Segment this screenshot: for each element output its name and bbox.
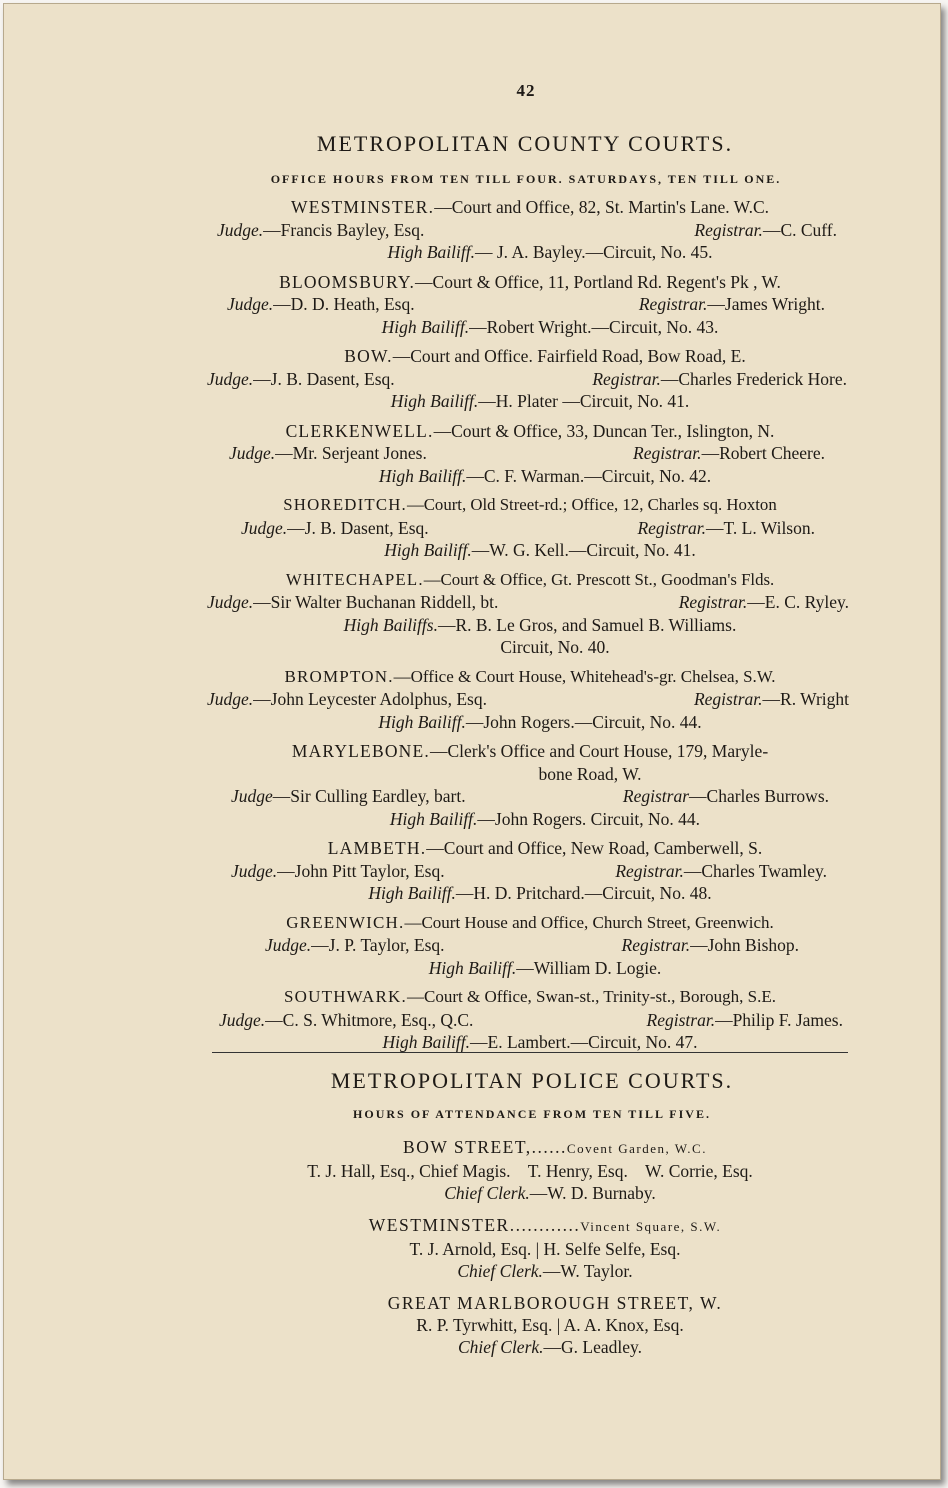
court-address: —Court & Office, 33, Duncan Ter., Islington, N. (433, 420, 775, 441)
court-address: —Court and Office, 82, St. Martin's Lane. W.C. (434, 197, 770, 217)
court-name: SHOREDITCH. (283, 495, 407, 514)
court-name: WESTMINSTER. (290, 197, 435, 217)
court-officers (205, 860, 855, 883)
judge-label: Judge. (217, 219, 264, 240)
court-entry (205, 837, 855, 905)
court-entry (205, 345, 855, 413)
bailiff-label: High Bailiff. (381, 316, 470, 337)
bailiff-name: —H. Plater —Circuit, No. 41. (478, 391, 690, 411)
judge-name: —J. P. Taylor, Esq. (311, 935, 445, 955)
police-court-entry (205, 1292, 855, 1358)
court-name: SOUTHWARK. (284, 987, 407, 1006)
court-bailiff (205, 808, 855, 831)
court-bailiff (205, 614, 855, 637)
court-address: —Court and Office. Fairfield Road, Bow Road, E. (392, 346, 746, 366)
judge (207, 368, 395, 391)
court-heading (205, 345, 855, 368)
police-courts-list (205, 1136, 855, 1368)
court-entry (205, 912, 855, 980)
bailiff-label: High Bailiff. (389, 808, 478, 829)
registrar-label: Registrar. (693, 689, 763, 709)
judge-name: —John Leycester Adolphus, Esq. (253, 689, 487, 709)
judge (217, 219, 424, 242)
registrar-name: —Charles Twamley. (683, 860, 827, 881)
bailiff-name: —E. Lambert.—Circuit, No. 47. (470, 1032, 698, 1052)
court-officers (205, 368, 855, 391)
bailiff-name: —W. G. Kell.—Circuit, No. 41. (471, 540, 696, 560)
court-entry (205, 569, 855, 659)
clerk-label: Chief Clerk. (444, 1183, 530, 1203)
judge-label: Judge. (227, 294, 274, 314)
judge-name: —J. B. Dasent, Esq. (287, 517, 429, 538)
court-name: GREENWICH. (286, 912, 405, 932)
judge-label: Judge. (207, 689, 254, 709)
court-circuit: Circuit, No. 40. (500, 637, 610, 657)
court-bailiff (205, 957, 855, 980)
police-magistrates: T. J. Hall, Esq., Chief Magis. T. Henry, Esq. W. Corrie, Esq. (307, 1161, 753, 1181)
court-address: —Clerk's Office and Court House, 179, Maryle- (429, 741, 769, 761)
court-heading (205, 837, 855, 860)
police-court-entry (205, 1136, 855, 1204)
police-magistrates: R. P. Tyrwhitt, Esq. | A. A. Knox, Esq. (416, 1315, 684, 1335)
bailiff-name: —Robert Wright.—Circuit, No. 43. (469, 316, 719, 337)
bailiff-label: High Bailiff. (378, 711, 466, 732)
clerk-label: Chief Clerk. (457, 1337, 544, 1357)
registrar (615, 860, 827, 883)
registrar-label: Registrar. (592, 368, 661, 389)
court-officers (205, 688, 855, 711)
registrar (694, 688, 849, 711)
registrar-label: Registrar. (638, 294, 708, 314)
clerk-label: Chief Clerk. (457, 1261, 543, 1281)
court-name: BLOOMSBURY. (279, 271, 416, 292)
registrar-name: —James Wright. (707, 294, 825, 314)
court-address: —Office & Court House, Whitehead's-gr. Chelsea, S.W. (393, 666, 776, 686)
court-entry (205, 196, 855, 264)
registrar (639, 293, 825, 316)
court-heading (205, 740, 855, 763)
bailiff-name: —C. F. Warman.—Circuit, No. 42. (466, 465, 712, 486)
court-bailiff (205, 241, 855, 264)
bailiff-label: High Bailiff. (390, 391, 479, 411)
court-officers (205, 442, 855, 465)
county-courts-title: METROPOLITAN COUNTY COURTS. (316, 131, 734, 156)
court-entry (205, 494, 855, 562)
police-court-heading (205, 1292, 855, 1314)
bailiff-label: High Bailiff. (382, 1032, 471, 1052)
judge-label: Judge. (265, 935, 312, 955)
judge-name: —C. S. Whitmore, Esq., Q.C. (265, 1009, 474, 1030)
court-name: MARYLEBONE. (291, 741, 430, 761)
police-clerk (205, 1260, 855, 1282)
court-name: WHITECHAPEL. (285, 569, 424, 589)
registrar-name: —R. Wright (762, 689, 849, 709)
judge-name: —D. D. Heath, Esq. (273, 294, 415, 314)
police-court-location: Covent Garden, W.C. (566, 1141, 707, 1156)
court-bailiff (205, 882, 855, 905)
registrar-name: —John Bishop. (690, 935, 799, 955)
court-officers (205, 785, 855, 808)
court-address: —Court, Old Street-rd.; Office, 12, Charles sq. Hoxton (406, 495, 777, 514)
court-address: —Court & Office, Gt. Prescott St., Goodman's Flds. (423, 569, 775, 589)
bailiff-label: High Bailiff. (378, 465, 467, 486)
registrar-label: Registrar. (678, 592, 748, 612)
registrar-name: —E. C. Ryley. (747, 592, 849, 612)
bailiff-label: High Bailiff. (368, 883, 456, 903)
bailiff-name: —R. B. Le Gros, and Samuel B. Williams. (437, 614, 737, 635)
judge-label: Judge. (207, 592, 254, 612)
registrar-label: Registrar (622, 786, 690, 806)
police-court-name: BOW STREET,...... (403, 1137, 567, 1157)
judge (265, 934, 445, 957)
police-court-heading (205, 1214, 855, 1238)
bailiff-name: —William D. Logie. (516, 957, 662, 978)
judge (231, 785, 466, 808)
court-heading (205, 666, 855, 689)
registrar-label: Registrar. (637, 517, 706, 538)
court-entry (205, 271, 855, 339)
judge-label: Judge. (231, 860, 278, 881)
court-entry (205, 420, 855, 488)
bailiff-name: —H. D. Pritchard.—Circuit, No. 48. (455, 883, 712, 903)
police-court-name: WESTMINSTER............ (368, 1215, 581, 1235)
judge (229, 442, 427, 465)
registrar (622, 934, 799, 957)
registrar-name: —C. Cuff. (762, 219, 837, 240)
bailiff-label: High Bailiff. (387, 242, 475, 262)
court-bailiff (205, 711, 855, 734)
judge-name: —John Pitt Taylor, Esq. (277, 860, 445, 881)
court-entry (205, 986, 855, 1054)
court-entry (205, 740, 855, 830)
registrar-label: Registrar. (633, 443, 702, 463)
section-divider (212, 1052, 848, 1053)
court-name: BROMPTON. (284, 666, 394, 686)
judge-label: Judge (231, 786, 273, 806)
bailiff-label: High Bailiff. (384, 540, 472, 560)
clerk-name: —W. D. Burnaby. (529, 1183, 656, 1203)
registrar (637, 517, 815, 540)
court-heading (205, 494, 855, 517)
court-bailiff (205, 1031, 855, 1054)
judge-name: —Sir Walter Buchanan Riddell, bt. (253, 592, 499, 612)
police-clerk (205, 1336, 855, 1358)
court-name: BOW. (344, 346, 393, 366)
court-heading (205, 912, 855, 935)
registrar (647, 1009, 843, 1032)
registrar (633, 442, 825, 465)
registrar (679, 591, 849, 614)
court-officers (205, 1009, 855, 1032)
court-heading (205, 986, 855, 1009)
bailiff-name: — J. A. Bayley.—Circuit, No. 45. (474, 242, 713, 262)
judge-name: —Mr. Serjeant Jones. (275, 443, 427, 463)
judge (207, 591, 498, 614)
judge (241, 517, 429, 540)
registrar-name: —T. L. Wilson. (706, 517, 815, 538)
judge (219, 1009, 473, 1032)
police-courts-title: METROPOLITAN POLICE COURTS. (330, 1068, 734, 1093)
registrar (623, 785, 829, 808)
police-court-location: Vincent Square, S.W. (580, 1219, 722, 1234)
court-address-cont: bone Road, W. (538, 763, 642, 784)
court-bailiff (205, 539, 855, 562)
court-heading (205, 271, 855, 294)
police-court-heading (205, 1136, 855, 1160)
bailiff-name: —John Rogers.—Circuit, No. 44. (465, 711, 702, 732)
clerk-name: —G. Leadley. (543, 1337, 643, 1357)
bailiff-label: High Bailiffs. (343, 614, 438, 635)
court-officers (205, 293, 855, 316)
court-bailiff (205, 465, 855, 488)
registrar (694, 219, 837, 242)
police-court-name: GREAT MARLBOROUGH STREET, W. (387, 1293, 723, 1313)
judge-label: Judge. (229, 443, 276, 463)
court-heading (205, 569, 855, 592)
court-officers (205, 517, 855, 540)
court-address: —Court and Office, New Road, Camberwell, S. (426, 838, 763, 858)
county-courts-hours: OFFICE HOURS FROM TEN TILL FOUR. SATURDAYS, TEN TILL ONE. (270, 172, 782, 186)
court-name: LAMBETH. (327, 838, 427, 858)
registrar-label: Registrar. (615, 860, 684, 881)
court-heading (205, 196, 855, 219)
judge-label: Judge. (207, 368, 254, 389)
registrar-name: —Philip F. James. (715, 1009, 843, 1030)
bailiff-name: —John Rogers. Circuit, No. 44. (477, 808, 701, 829)
county-courts-list (205, 196, 855, 1061)
clerk-name: —W. Taylor. (542, 1261, 633, 1281)
court-address: —Court & Office, Swan-st., Trinity-st., Borough, S.E. (407, 987, 776, 1006)
judge (227, 293, 415, 316)
police-clerk (205, 1182, 855, 1204)
judge-label: Judge. (241, 517, 288, 538)
registrar-name: —Robert Cheere. (701, 443, 825, 463)
registrar-name: —Charles Frederick Hore. (660, 368, 847, 389)
police-court-entry (205, 1214, 855, 1282)
registrar-label: Registrar. (694, 219, 763, 240)
judge-name: —Francis Bayley, Esq. (263, 219, 425, 240)
judge-label: Judge. (219, 1009, 266, 1030)
judge-name: —Sir Culling Eardley, bart. (272, 786, 466, 806)
court-bailiff (205, 316, 855, 339)
court-officers (205, 591, 855, 614)
court-entry (205, 666, 855, 734)
court-name: CLERKENWELL. (285, 420, 434, 441)
court-officers (205, 219, 855, 242)
police-courts-hours: HOURS OF ATTENDANCE FROM TEN TILL FIVE. (353, 1107, 711, 1121)
judge (231, 860, 445, 883)
court-address: —Court House and Office, Church Street, Greenwich. (404, 912, 774, 932)
registrar-name: —Charles Burrows. (689, 786, 829, 806)
registrar-label: Registrar. (621, 935, 691, 955)
registrar-label: Registrar. (646, 1009, 716, 1030)
page-number: 42 (516, 81, 536, 100)
court-officers (205, 934, 855, 957)
bailiff-label: High Bailiff. (428, 957, 517, 978)
police-magistrates: T. J. Arnold, Esq. | H. Selfe Selfe, Esq. (409, 1239, 681, 1259)
registrar (592, 368, 847, 391)
judge-name: —J. B. Dasent, Esq. (253, 368, 395, 389)
judge (207, 688, 487, 711)
court-heading (205, 420, 855, 443)
court-address: —Court & Office, 11, Portland Rd. Regent's Pk , W. (415, 271, 781, 292)
court-bailiff (205, 390, 855, 413)
